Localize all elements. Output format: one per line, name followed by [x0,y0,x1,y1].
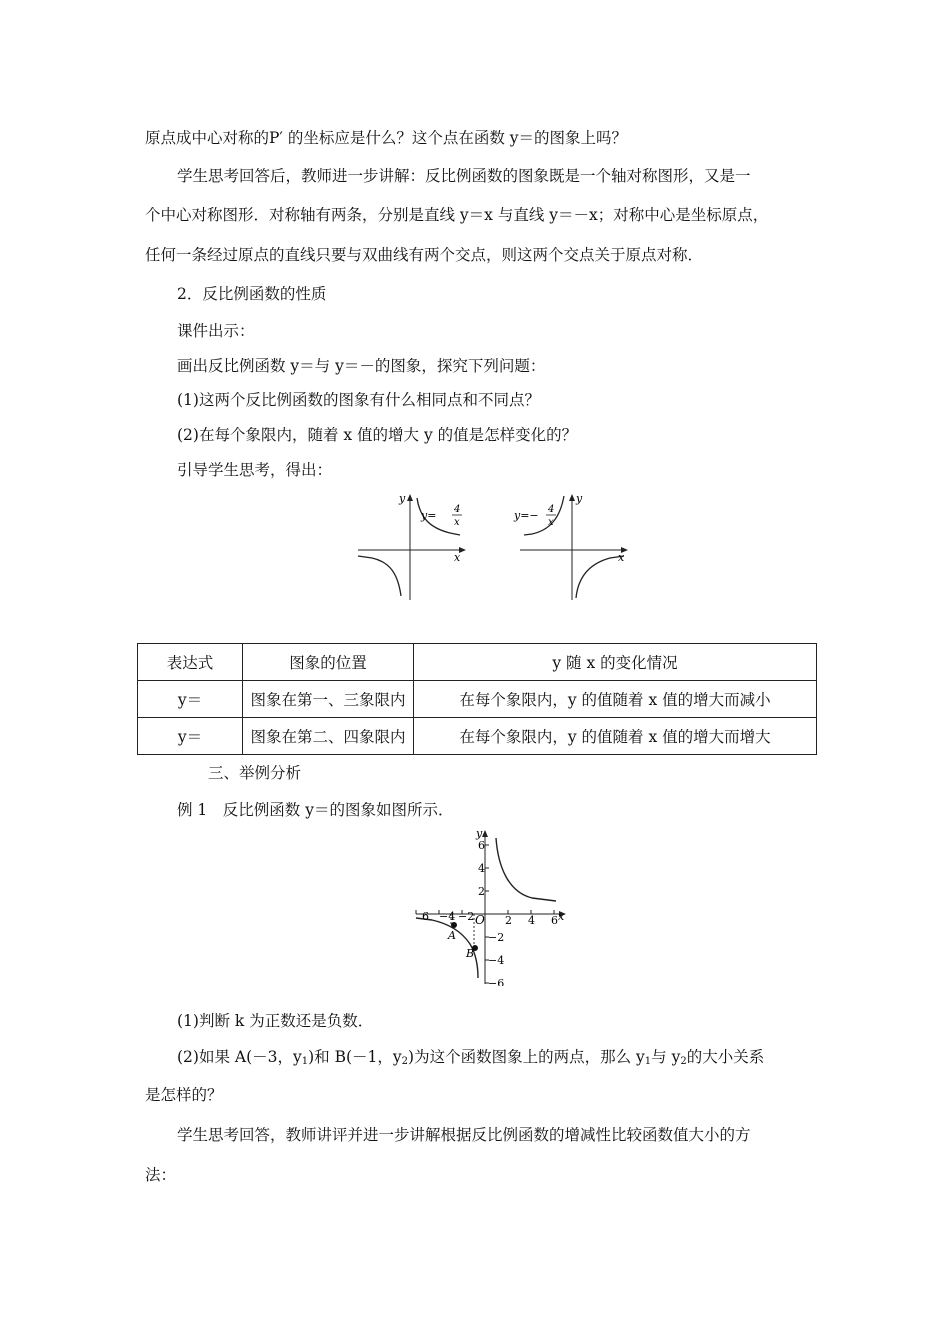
paragraph-p3: 课件出示： [177,322,255,340]
subscript: 1 [644,1056,652,1067]
table-header-cell: 图象的位置 [243,644,414,681]
eq2-part: (2)如果 A(－3，y [177,1048,302,1066]
paragraph-p2-line1: 学生思考回答后，教师进一步讲解：反比例函数的图象既是一个轴对称图形，又是一 [177,167,751,185]
paragraph-p4: 画出反比例函数 y＝与 y＝－的图象，探究下列问题： [177,357,546,375]
example-y-axis-label: y [476,827,483,840]
y-tick-label: −2 [488,931,505,944]
table-row [138,681,817,718]
paragraph-p5: 引导学生思考，得出： [177,461,333,479]
graph-positive-k [350,488,480,603]
paragraph-p2-line2: 个中心对称图形．对称轴有两条，分别是直线 y＝x 与直线 y＝－x；对称中心是坐标原点， [145,206,769,224]
x-tick-label: −2 [458,910,475,923]
eq2-part: 与 y [651,1048,681,1066]
eq2-part: )和 B(－1，y [308,1048,402,1066]
table-cell: y＝ [138,718,243,755]
example-question-2 [177,1047,764,1072]
x-tick-label: 6 [551,914,558,927]
point-a-label: A [448,929,456,942]
eq2-part: 的大小关系 [686,1048,765,1066]
table-cell: y＝ [138,681,243,718]
table-cell: 在每个象限内，y 的值随着 x 值的增大而增大 [414,718,817,755]
y-tick-label: 6 [478,839,485,852]
y-tick-label: −4 [488,954,505,967]
x-tick-label: 6 [422,910,429,923]
question-2: (2)在每个象限内，随着 x 值的增大 y 的值是怎样变化的？ [177,426,578,444]
table-cell: 在每个象限内，y 的值随着 x 值的增大而减小 [414,681,817,718]
paragraph-p6-line2: 法： [145,1166,177,1184]
subscript: 2 [680,1056,687,1067]
right-y-axis-label: y [576,492,583,505]
left-x-axis-label: x [454,551,461,564]
subscript: 1 [301,1056,309,1067]
right-equation-numerator: 4 [548,504,555,515]
table-header-cell: y 随 x 的变化情况 [414,644,817,681]
y-tick-label: 4 [478,862,485,875]
table-cell: 图象在第二、四象限内 [243,718,414,755]
table-cell: 图象在第一、三象限内 [243,681,414,718]
section-heading-2: 2．反比例函数的性质 [177,285,327,303]
paragraph-p1: 原点成中心对称的P′ 的坐标应是什么？这个点在函数 y＝的图象上吗？ [145,129,628,147]
section-heading-3: 三、举例分析 [208,764,302,782]
y-tick-label: −6 [488,977,505,986]
paragraph-p2-line3: 任何一条经过原点的直线只要与双曲线有两个交点，则这两个交点关于原点对称． [145,246,704,264]
x-tick-label: −4 [439,910,456,923]
table-header-row [138,644,817,681]
x-tick-label: 4 [528,914,535,927]
properties-table [137,643,817,755]
table-header-cell: 表达式 [138,644,243,681]
eq2-part: )为这个函数图象上的两点，那么 y [408,1048,645,1066]
example-x-axis-label: x [558,910,565,923]
right-x-axis-label: x [618,551,625,564]
table-row [138,718,817,755]
subscript: 2 [401,1056,409,1067]
example-graph [412,826,572,986]
y-tick-label: 2 [478,885,485,898]
x-tick-label: 2 [505,914,512,927]
left-equation-denominator: x [454,517,460,528]
left-equation-label: y= [421,509,437,522]
example-question-2-cont: 是怎样的？ [145,1086,223,1104]
paragraph-p6-line1: 学生思考回答，教师讲评并进一步讲解根据反比例函数的增减性比较函数值大小的方 [177,1126,751,1144]
left-equation-numerator: 4 [454,504,461,515]
example-question-1: (1)判断 k 为正数还是负数． [177,1012,374,1030]
question-1: (1)这两个反比例函数的图象有什么相同点和不同点？ [177,391,540,409]
right-equation-label: y=− [514,509,539,522]
left-y-axis-label: y [399,492,406,505]
example-origin-label: O [475,913,485,927]
example-1-title: 例 1 反比例函数 y＝的图象如图所示． [177,801,454,819]
right-equation-denominator: x [548,517,554,528]
point-b-label: B [466,947,475,960]
graph-negative-k [510,488,640,603]
